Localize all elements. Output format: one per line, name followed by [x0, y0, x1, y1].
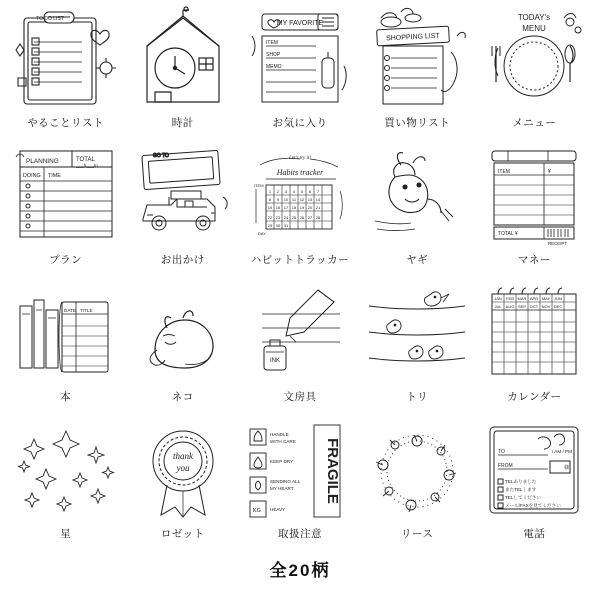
house-clock-icon	[127, 6, 239, 114]
svg-text:29: 29	[267, 223, 273, 228]
svg-text:27: 27	[307, 215, 313, 220]
svg-text:TOTAL: TOTAL	[75, 157, 95, 163]
calendar-icon	[478, 280, 590, 388]
svg-text:10: 10	[283, 197, 289, 202]
my-favorite-book-icon	[244, 6, 356, 114]
svg-text:DAY: DAY	[257, 231, 266, 236]
svg-text:DATE: DATE	[63, 308, 76, 313]
svg-text:18: 18	[291, 205, 297, 210]
svg-text:DOING: DOING	[22, 173, 41, 179]
stamp-caption: 時計	[171, 117, 194, 129]
svg-text:___h___m: ___h___m	[75, 163, 98, 168]
stamp-cell[interactable]	[8, 417, 123, 554]
svg-text:MY HEART: MY HEART	[269, 486, 294, 491]
svg-text:KG: KG	[252, 508, 261, 514]
svg-text:15: 15	[267, 205, 273, 210]
habits-tracker-icon	[244, 143, 356, 251]
svg-text:FRAGILE: FRAGILE	[323, 438, 341, 504]
stamp-caption: カレンダー	[507, 391, 562, 403]
svg-text:6: 6	[308, 189, 312, 194]
svg-text:APR: APR	[530, 296, 539, 301]
svg-text:MENU: MENU	[522, 24, 547, 33]
telephone-memo-icon	[478, 417, 590, 525]
stamp-cell[interactable]	[125, 417, 240, 554]
stamp-cell[interactable]	[360, 6, 475, 143]
stamp-cell[interactable]	[125, 280, 240, 417]
svg-text:13: 13	[307, 197, 313, 202]
car-goto-icon	[127, 143, 239, 251]
stamp-caption: お気に入り	[272, 117, 328, 129]
svg-text:HEAVY: HEAVY	[269, 507, 286, 512]
stamp-caption: 星	[60, 528, 72, 540]
svg-text:SEP: SEP	[518, 304, 527, 309]
svg-text:NOV: NOV	[542, 304, 551, 309]
svg-text:FROM: FROM	[498, 463, 514, 469]
svg-text:24: 24	[283, 215, 289, 220]
svg-text:23: 23	[275, 215, 281, 220]
svg-text:RECEIPT: RECEIPT	[548, 241, 568, 246]
svg-text:ITEM: ITEM	[253, 183, 264, 188]
stamp-caption: リース	[400, 528, 434, 540]
shopping-list-icon	[361, 6, 473, 114]
svg-text:/ AM / PM: / AM / PM	[552, 449, 573, 454]
svg-text:SHOPPING LIST: SHOPPING LIST	[386, 32, 441, 43]
svg-text:16: 16	[275, 205, 281, 210]
svg-text:17: 17	[283, 205, 289, 210]
stamp-caption: プラン	[49, 254, 83, 266]
svg-text:you: you	[176, 463, 190, 473]
birds-on-wire-icon	[361, 280, 473, 388]
clipboard-todo-icon	[10, 6, 122, 114]
svg-text:WITH CARE: WITH CARE	[269, 439, 296, 444]
stamp-caption: 電話	[523, 528, 546, 540]
svg-text:3: 3	[284, 189, 288, 194]
svg-text:9: 9	[276, 197, 280, 202]
svg-text:TO DO LIST: TO DO LIST	[35, 16, 64, 22]
svg-text:TIME: TIME	[47, 173, 61, 179]
svg-text:OCT: OCT	[530, 304, 539, 309]
books-icon	[10, 280, 122, 388]
svg-text:14: 14	[315, 197, 321, 202]
stamp-cell[interactable]	[360, 280, 475, 417]
svg-text:21: 21	[315, 205, 321, 210]
stamp-cell[interactable]	[477, 280, 592, 417]
stamp-cell[interactable]	[477, 6, 592, 143]
svg-text:31: 31	[283, 223, 289, 228]
svg-text:11: 11	[291, 197, 297, 202]
svg-text:JUN: JUN	[554, 296, 563, 301]
stamp-cell[interactable]	[125, 143, 240, 280]
svg-text:INK: INK	[269, 358, 280, 364]
stamp-caption: ネコ	[171, 391, 194, 403]
svg-text:1: 1	[268, 189, 272, 194]
svg-text:28: 28	[315, 215, 321, 220]
stamp-caption: 買い物リスト	[384, 117, 451, 129]
svg-text:26: 26	[299, 215, 305, 220]
handling-care-icon	[244, 417, 356, 525]
svg-text:¥: ¥	[548, 169, 552, 175]
stamp-cell[interactable]	[360, 143, 475, 280]
svg-text:FEB: FEB	[506, 296, 515, 301]
stars-icon	[10, 417, 122, 525]
todays-menu-plate-icon	[478, 6, 590, 114]
stamp-cell[interactable]	[360, 417, 475, 554]
svg-text:MAY: MAY	[542, 296, 551, 301]
svg-text:30: 30	[275, 223, 281, 228]
svg-text:HANDLE: HANDLE	[269, 432, 289, 437]
svg-text:GO TO: GO TO	[152, 153, 169, 159]
stamp-cell[interactable]	[8, 280, 123, 417]
goat-icon	[361, 143, 473, 251]
svg-text:7: 7	[316, 189, 320, 194]
rosette-thankyou-icon	[127, 417, 239, 525]
stamp-cell[interactable]	[125, 6, 240, 143]
svg-text:TODAY's: TODAY's	[518, 13, 551, 22]
stamp-caption: やることリスト	[27, 117, 104, 129]
svg-text:MEMO: MEMO	[265, 64, 282, 70]
pen-ink-icon	[244, 280, 356, 388]
svg-text:またTELします: またTELします	[505, 487, 537, 492]
svg-text:JAN: JAN	[494, 296, 503, 301]
svg-text:KEEP DRY: KEEP DRY	[269, 459, 294, 464]
stamp-cell[interactable]	[242, 417, 357, 554]
svg-text:19: 19	[299, 205, 305, 210]
svg-text:TITLE: TITLE	[79, 308, 93, 313]
svg-text:2: 2	[276, 189, 280, 194]
svg-text:PLANNING: PLANNING	[25, 158, 59, 165]
stamp-caption: お出かけ	[160, 254, 205, 266]
svg-text:DEC: DEC	[554, 304, 563, 309]
stamp-caption: メニュー	[512, 117, 557, 129]
svg-text:TO: TO	[498, 449, 506, 455]
money-receipt-icon	[478, 143, 590, 251]
svg-text:12: 12	[299, 197, 305, 202]
svg-text:AUG: AUG	[506, 304, 515, 309]
planning-sheet-icon	[10, 143, 122, 251]
wreath-icon	[361, 417, 473, 525]
svg-text:ITEM: ITEM	[265, 40, 278, 46]
stamp-caption: ヤギ	[406, 254, 429, 266]
svg-text:25: 25	[291, 215, 297, 220]
svg-text:TELしてください: TELしてください	[505, 495, 542, 500]
svg-text:MAR: MAR	[517, 296, 527, 301]
stamp-cell[interactable]	[242, 6, 357, 143]
stamp-grid	[8, 6, 592, 554]
svg-text:4: 4	[292, 189, 296, 194]
svg-text:20: 20	[307, 205, 313, 210]
svg-text:TOTAL ¥: TOTAL ¥	[498, 231, 519, 237]
stamp-cell[interactable]	[477, 143, 592, 280]
stamp-cell[interactable]	[8, 143, 123, 280]
svg-text:MY FAVORITE: MY FAVORITE	[276, 20, 324, 27]
stamp-caption: 取扱注意	[277, 528, 322, 540]
svg-text:22: 22	[267, 215, 273, 220]
stamp-cell[interactable]	[8, 6, 123, 143]
svg-text:メール/FAXを見てください: メール/FAXを見てください	[505, 503, 562, 508]
stamp-cell[interactable]	[242, 280, 357, 417]
svg-text:8: 8	[268, 197, 272, 202]
svg-text:JUL: JUL	[494, 304, 502, 309]
svg-text:ITEM: ITEM	[498, 169, 511, 175]
svg-text:様: 様	[564, 465, 570, 471]
stamp-caption: トリ	[406, 391, 429, 403]
svg-text:TELありました: TELありました	[505, 479, 537, 484]
svg-text:Habits tracker: Habits tracker	[276, 168, 324, 177]
stamp-caption: ハビットトラッカー	[250, 254, 350, 266]
stamp-caption: 文房具	[283, 391, 317, 403]
svg-text:SHOP: SHOP	[265, 52, 281, 58]
svg-text:Let's try it!: Let's try it!	[289, 156, 311, 161]
stamp-caption: ロゼット	[160, 528, 205, 540]
sleeping-cat-icon	[127, 280, 239, 388]
svg-text:thank: thank	[172, 451, 193, 461]
svg-text:SENDING ALL: SENDING ALL	[269, 479, 301, 484]
stamp-caption: 本	[60, 391, 72, 403]
total-designs-label: 全20柄	[269, 561, 331, 580]
stamp-cell[interactable]	[477, 417, 592, 554]
stamp-cell[interactable]	[242, 143, 357, 280]
stamp-caption: マネー	[517, 254, 551, 266]
svg-text:5: 5	[300, 189, 304, 194]
